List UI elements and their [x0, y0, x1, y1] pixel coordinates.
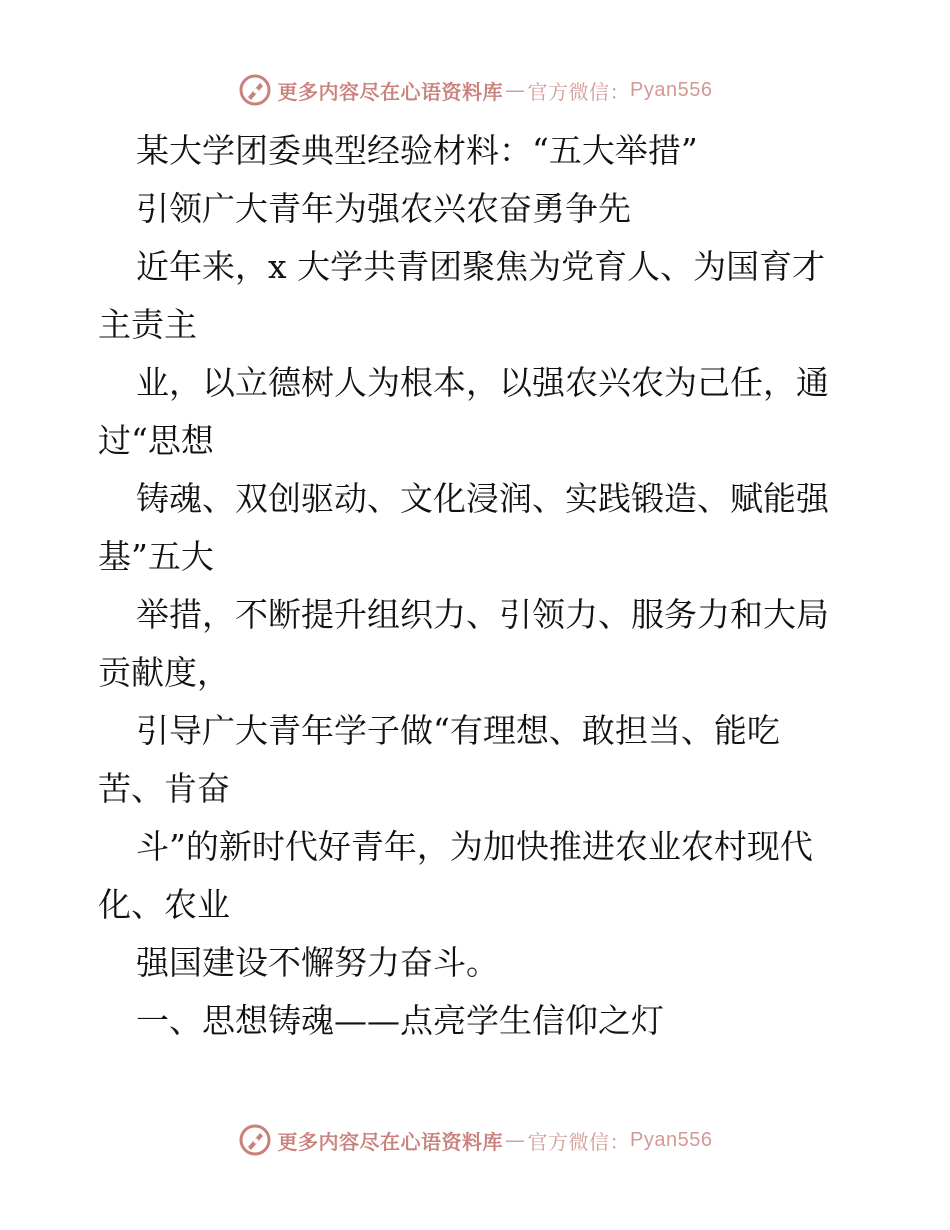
paragraph-line: 苦、肯奋 — [98, 769, 230, 808]
watermark-wechat-label: 官方微信： — [527, 1129, 631, 1154]
watermark-site-text: 更多内容尽在心语资料库 — [277, 79, 504, 104]
watermark-dash: — — [505, 1128, 526, 1152]
paragraph-line: 化、农业 — [98, 885, 230, 924]
paragraph-line: 贡献度， — [98, 653, 230, 692]
section-heading: 一、思想铸魂——点亮学生信仰之灯 — [136, 1001, 664, 1040]
paragraph-line: 主责主 — [98, 305, 197, 344]
watermark-wechat-label: 官方微信： — [527, 79, 631, 104]
watermark-site-text: 更多内容尽在心语资料库 — [277, 1129, 504, 1154]
paragraph-line: 斗”的新时代好青年，为加快推进农业农村现代 — [136, 827, 813, 866]
paragraph-line: 近年来，x 大学共青团聚焦为党育人、为国育才 — [136, 247, 826, 286]
pen-nib-logo-icon — [238, 73, 272, 107]
watermark-header — [0, 68, 950, 112]
paragraph-line: 强国建设不懈努力奋斗。 — [136, 943, 499, 982]
watermark-wechat-id: Pyan556 — [630, 1128, 713, 1151]
watermark-dash: — — [505, 78, 526, 102]
paragraph-line: 铸魂、双创驱动、文化浸润、实践锻造、赋能强 — [136, 479, 829, 518]
pen-nib-logo-icon — [238, 1123, 272, 1157]
paragraph-line: 举措，不断提升组织力、引领力、服务力和大局 — [136, 595, 829, 634]
watermark-wechat-id: Pyan556 — [630, 78, 713, 101]
paragraph-line: 过“思想 — [98, 421, 214, 460]
watermark-footer — [0, 1118, 950, 1162]
title-line: 某大学团委典型经验材料：“五大举措” — [136, 131, 698, 170]
paragraph-line: 业，以立德树人为根本，以强农兴农为己任，通 — [136, 363, 829, 402]
paragraph-line: 基”五大 — [98, 537, 214, 576]
document-body — [98, 122, 858, 1050]
paragraph-line: 引导广大青年学子做“有理想、敢担当、能吃 — [136, 711, 780, 750]
subtitle-line: 引领广大青年为强农兴农奋勇争先 — [136, 189, 631, 228]
